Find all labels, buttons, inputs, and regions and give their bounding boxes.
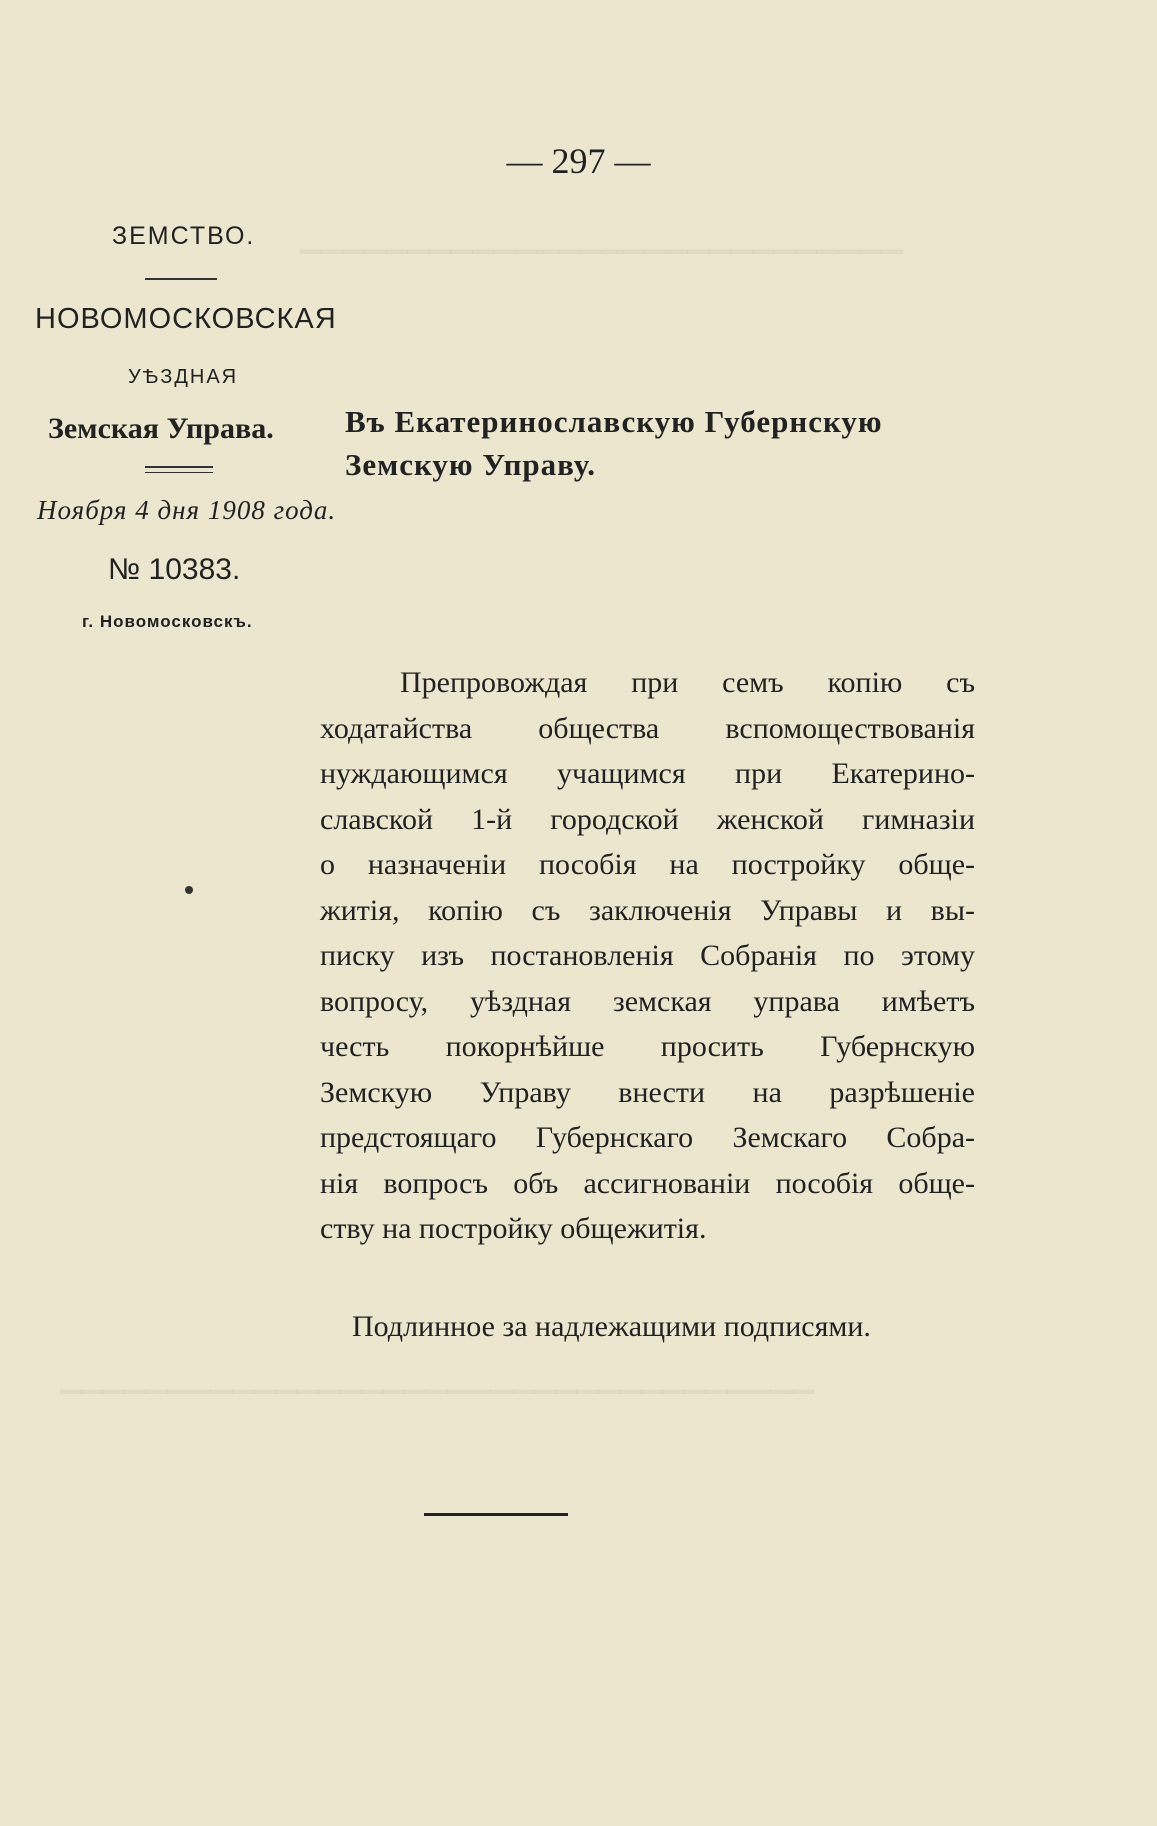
body-line: Земскую Управу внести на разрѣшеніе: [320, 1075, 975, 1109]
divider: [145, 472, 213, 473]
body-line: честь покорнѣйше просить Губернскую: [320, 1030, 975, 1063]
body-line: ству на постройку общежитія.: [320, 1212, 707, 1245]
letter-number: № 10383.: [108, 553, 241, 586]
body-line: писку изъ постановленія Собранія по этому: [320, 939, 975, 972]
divider: [145, 466, 213, 468]
letterhead-zemstvo: ЗЕМСТВО.: [112, 222, 256, 250]
body-line: житія, копію съ заключенія Управы и вы-: [320, 893, 975, 927]
page-number: — 297 —: [506, 141, 651, 181]
divider: [145, 278, 217, 280]
letterhead-uprava: Земская Управа.: [48, 412, 274, 445]
addressee-line: Земскую Управу.: [345, 447, 596, 482]
body-line: славской 1-й городской женской гимназіи: [320, 802, 975, 836]
signature-note: Подлинное за надлежащими подписями.: [352, 1310, 871, 1343]
addressee: [345, 400, 985, 486]
show-through-texture: ▔▔▔▔▔▔▔▔▔▔▔▔▔▔▔▔▔▔▔▔▔▔▔▔▔▔▔▔: [300, 252, 903, 283]
body-line: ходатайства общества вспомоществованія: [320, 711, 975, 745]
body-line: Препровождая при семъ копію съ: [400, 666, 975, 699]
addressee-line: Въ Екатеринославскую Губернскую: [345, 404, 883, 439]
letter-date: Ноября 4 дня 1908 года.: [37, 495, 337, 525]
body-line: вопросу, уѣздная земская управа имѣетъ: [320, 984, 975, 1018]
letter-town: г. Новомосковскъ.: [82, 612, 253, 631]
body-line: нуждающимся учащимся при Екатерино-: [320, 757, 975, 790]
closing-rule: [424, 1513, 568, 1516]
show-through-texture: ▔▔▔▔▔▔▔▔▔▔▔▔▔▔▔▔▔▔▔▔▔▔▔▔▔▔▔▔▔▔▔▔▔▔▔: [60, 1392, 814, 1423]
body-line: предстоящаго Губернскаго Земскаго Собра-: [320, 1121, 975, 1154]
body-line: о назначеніи пособія на постройку обще-: [320, 848, 975, 881]
body-line: нія вопросъ объ ассигнованіи пособія обще-: [320, 1166, 975, 1200]
letterhead-district: УѢЗДНАЯ: [128, 366, 239, 388]
letterhead-council: НОВОМОСКОВСКАЯ: [35, 303, 337, 335]
ink-dot: [185, 886, 193, 894]
letter-body: [320, 660, 975, 1252]
